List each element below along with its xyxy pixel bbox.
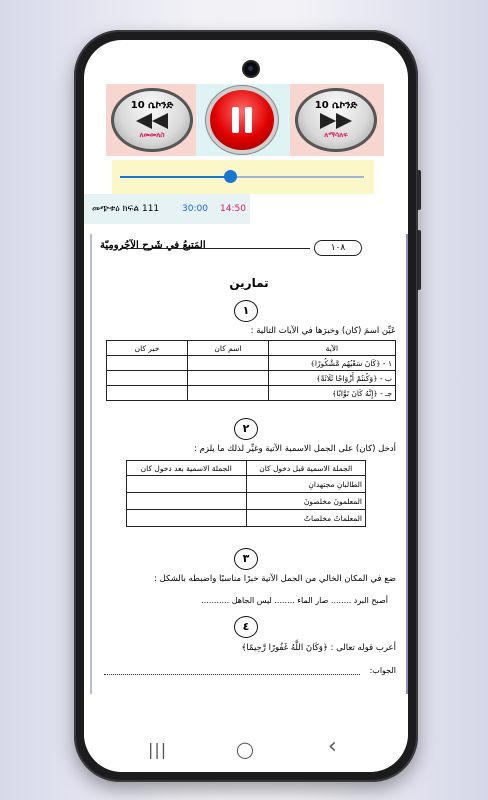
page-title: تمارين [229, 276, 269, 290]
pause-button[interactable] [210, 90, 274, 150]
exercise-1-table [106, 340, 396, 401]
answer-line [104, 674, 360, 675]
recents-icon[interactable]: ||| [148, 740, 168, 759]
seek-thumb[interactable] [224, 170, 237, 183]
rewind-icon [136, 113, 168, 129]
table-cell [187, 371, 268, 386]
pause-panel [196, 84, 290, 156]
back-icon[interactable]: ‹ [328, 734, 337, 759]
forward-panel [290, 84, 384, 156]
table-row [127, 493, 366, 510]
system-nav-bar [84, 728, 408, 772]
exercise-2-instruction: أدخل (كان) على الجمل الاسمية الآتية وغيِّر لذلك ما يلزم : [194, 444, 396, 454]
table-cell: ب - ﴿وَكُنتُمْ أَزْوَاجًا ثَلَاثَةً﴾ [268, 371, 395, 386]
header-rule [120, 248, 310, 249]
forward-seconds-label: 10 ሴኮንድ [314, 100, 358, 111]
table-cell [127, 510, 247, 527]
fast-forward-icon [320, 113, 352, 129]
table-row [107, 356, 396, 371]
exercise-4-number: ٤ [234, 616, 258, 638]
table-row [127, 510, 366, 527]
exercise-2-table [126, 460, 366, 527]
rewind-caption: ለመመለስ [139, 131, 165, 139]
table-header: خبر كان [107, 341, 188, 356]
exercise-2-number: ٢ [234, 418, 258, 440]
page-header-title: المَتبعُ في شَرح الآجُرومِيّة [100, 240, 206, 251]
table-cell [187, 356, 268, 371]
table-cell: المعلمونَ مخلصونَ [246, 493, 366, 510]
table-cell: الطالبانِ مجتهدانِ [246, 476, 366, 493]
lesson-title: መጭቱዕ ክፍል 111 [92, 204, 160, 214]
pause-icon-bar-left [232, 107, 239, 133]
table-row [107, 371, 396, 386]
table-row [107, 386, 396, 401]
table-cell: المعلماتُ مخلصاتٌ [246, 510, 366, 527]
volume-button [417, 170, 421, 210]
book-page [90, 234, 408, 694]
rewind-panel [106, 84, 196, 156]
table-cell [107, 356, 188, 371]
table-header: الآية [268, 341, 395, 356]
table-header-row [127, 461, 366, 476]
table-cell [107, 371, 188, 386]
pause-icon-bar-right [245, 107, 252, 133]
table-header-row [107, 341, 396, 356]
exercise-3-blanks: أصبح البرد ........ صار الماء ........ ليس الجاهل ........... [201, 596, 388, 605]
seek-progress [120, 176, 230, 178]
phone-frame [74, 30, 418, 782]
home-icon[interactable]: ◯ [236, 740, 254, 759]
exercise-3-number: ٣ [234, 548, 258, 570]
table-cell [127, 493, 247, 510]
exercise-1-number: ١ [234, 300, 258, 322]
table-header: الجملة الاسمية بعد دخول كان [127, 461, 247, 476]
table-cell [187, 386, 268, 401]
exercise-3-instruction: ضع في المكان الخالي من الجمل الآتية خبرًا مناسبًا واضبطه بالشكل : [154, 574, 396, 584]
front-camera [244, 62, 258, 76]
table-header: اسم كان [187, 341, 268, 356]
table-row [127, 476, 366, 493]
rewind-seconds-label: 10 ሴኮንድ [130, 100, 174, 111]
current-time: 14:50 [220, 204, 246, 214]
exercise-4-instruction: أعرب قوله تعالى : ﴿وَكَانَ اللَّهُ غَفُورًا رَّحِيمًا﴾ [241, 643, 396, 653]
screen [84, 40, 408, 772]
exercise-1-instruction: عَيِّن اسمَ (كان) وخبرَها في الآيات التالية : [250, 326, 396, 336]
page-number: ١٠٨ [314, 240, 362, 256]
forward-10s-button[interactable] [295, 88, 377, 152]
rewind-10s-button[interactable] [111, 88, 193, 152]
total-time: 30:00 [182, 204, 208, 214]
table-cell: ١ - ﴿كَانَ سَعْيُهُم مَّشْكُورًا﴾ [268, 356, 395, 371]
power-button [417, 230, 421, 290]
table-cell [127, 476, 247, 493]
table-cell: جـ - ﴿إِنَّهُ كَانَ تَوَّابًا﴾ [268, 386, 395, 401]
track-info-bar [84, 194, 250, 224]
seek-slider[interactable] [112, 160, 374, 194]
answer-label: الجواب: [369, 666, 396, 675]
forward-caption: ለማሳለፍ [324, 131, 348, 139]
table-header: الجملة الاسمية قبل دخول كان [246, 461, 366, 476]
table-cell [107, 386, 188, 401]
